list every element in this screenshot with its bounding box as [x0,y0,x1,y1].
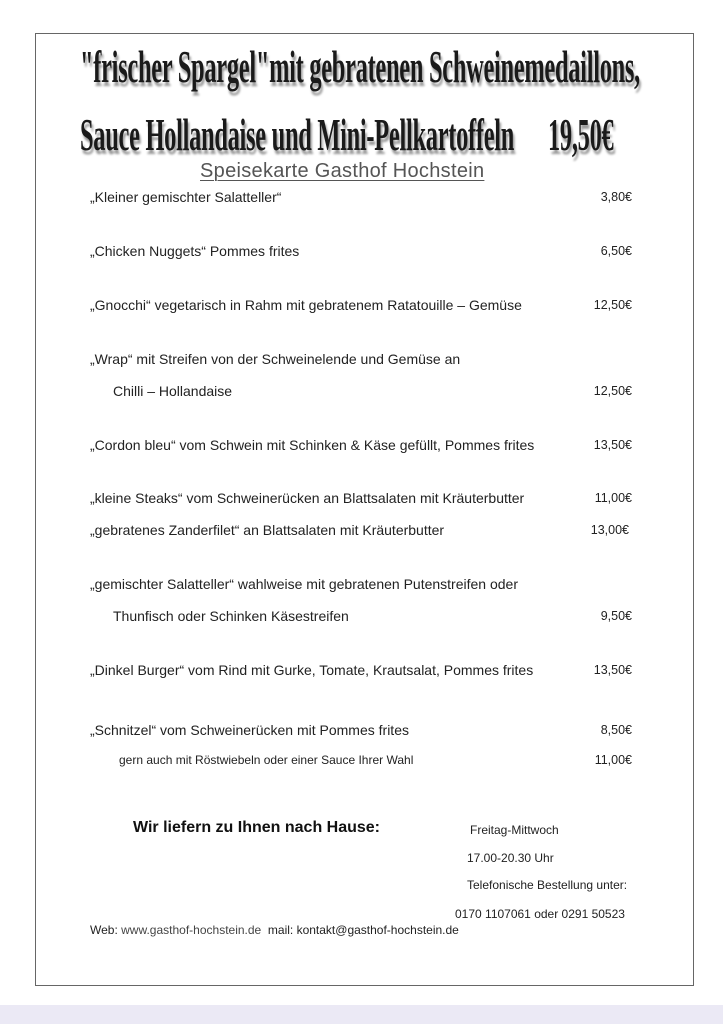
menu-item-name: „Cordon bleu“ vom Schwein mit Schinken & Käse gefüllt, Pommes frites [90,437,535,453]
menu-item-price: 9,50€ [600,609,632,623]
menu-subtitle: Speisekarte Gasthof Hochstein [200,160,485,182]
menu-item-price: 6,50€ [600,244,632,258]
menu-item-name: „Chicken Nuggets“ Pommes frites [90,243,300,259]
special-price: 19,50€ [548,109,614,160]
special-title-line2: Sauce Hollandaise und Mini-Pellkartoffeln [80,109,515,160]
menu-item-price: 3,80€ [600,190,632,204]
bottom-strip [0,1005,723,1024]
menu-item-price: 11,00€ [594,491,632,505]
menu-item-price: 13,50€ [593,438,632,452]
delivery-hours: 17.00-20.30 Uhr [467,851,554,865]
menu-item-name: „Dinkel Burger“ vom Rind mit Gurke, Tomate, Krautsalat, Pommes frites [90,662,534,678]
phone-numbers: 0170 1107061 oder 0291 50523 [455,907,625,921]
order-label: Telefonische Bestellung unter: [467,878,628,892]
menu-item-name: „Wrap“ mit Streifen von der Schweinelende und Gemüse an [90,351,461,367]
delivery-days: Freitag-Mittwoch [470,823,559,837]
menu-item-price: 13,00€ [590,523,629,537]
menu-item-price: 13,50€ [593,663,632,677]
menu-item-price: 12,50€ [593,384,632,398]
special-title-line1: "frischer Spargel"mit gebratenen Schweinemedaillons, [80,41,640,92]
footer [90,921,459,939]
mail-text: mail: kontakt@gasthof-hochstein.de [267,923,459,937]
menu-item-name: „Gnocchi“ vegetarisch in Rahm mit gebratenem Ratatouille – Gemüse [90,297,522,313]
menu-item-name: „gemischter Salatteller“ wahlweise mit gebratenen Putenstreifen oder [90,576,518,592]
website-link[interactable]: www.gasthof-hochstein.de [121,923,262,937]
menu-item-name-cont: Thunfisch oder Schinken Käsestreifen [113,608,349,624]
menu-item-name: „Schnitzel“ vom Schweinerücken mit Pommes frites [90,722,409,738]
web-label: Web: [90,923,118,937]
menu-item-name: „gebratenes Zanderfilet“ an Blattsalaten mit Kräuterbutter [90,522,445,538]
menu-item-price: 8,50€ [600,723,632,737]
menu-item-name: „kleine Steaks“ vom Schweinerücken an Blattsalaten mit Kräuterbutter [90,490,525,506]
menu-item-price: 11,00€ [594,753,632,767]
menu-item-name: „Kleiner gemischter Salatteller“ [90,189,282,205]
delivery-heading: Wir liefern zu Ihnen nach Hause: [133,819,381,836]
menu-item-price: 12,50€ [593,298,632,312]
menu-item-name-cont: Chilli – Hollandaise [113,383,233,399]
menu-item-name: gern auch mit Röstwiebeln oder einer Sauce Ihrer Wahl [119,753,414,767]
